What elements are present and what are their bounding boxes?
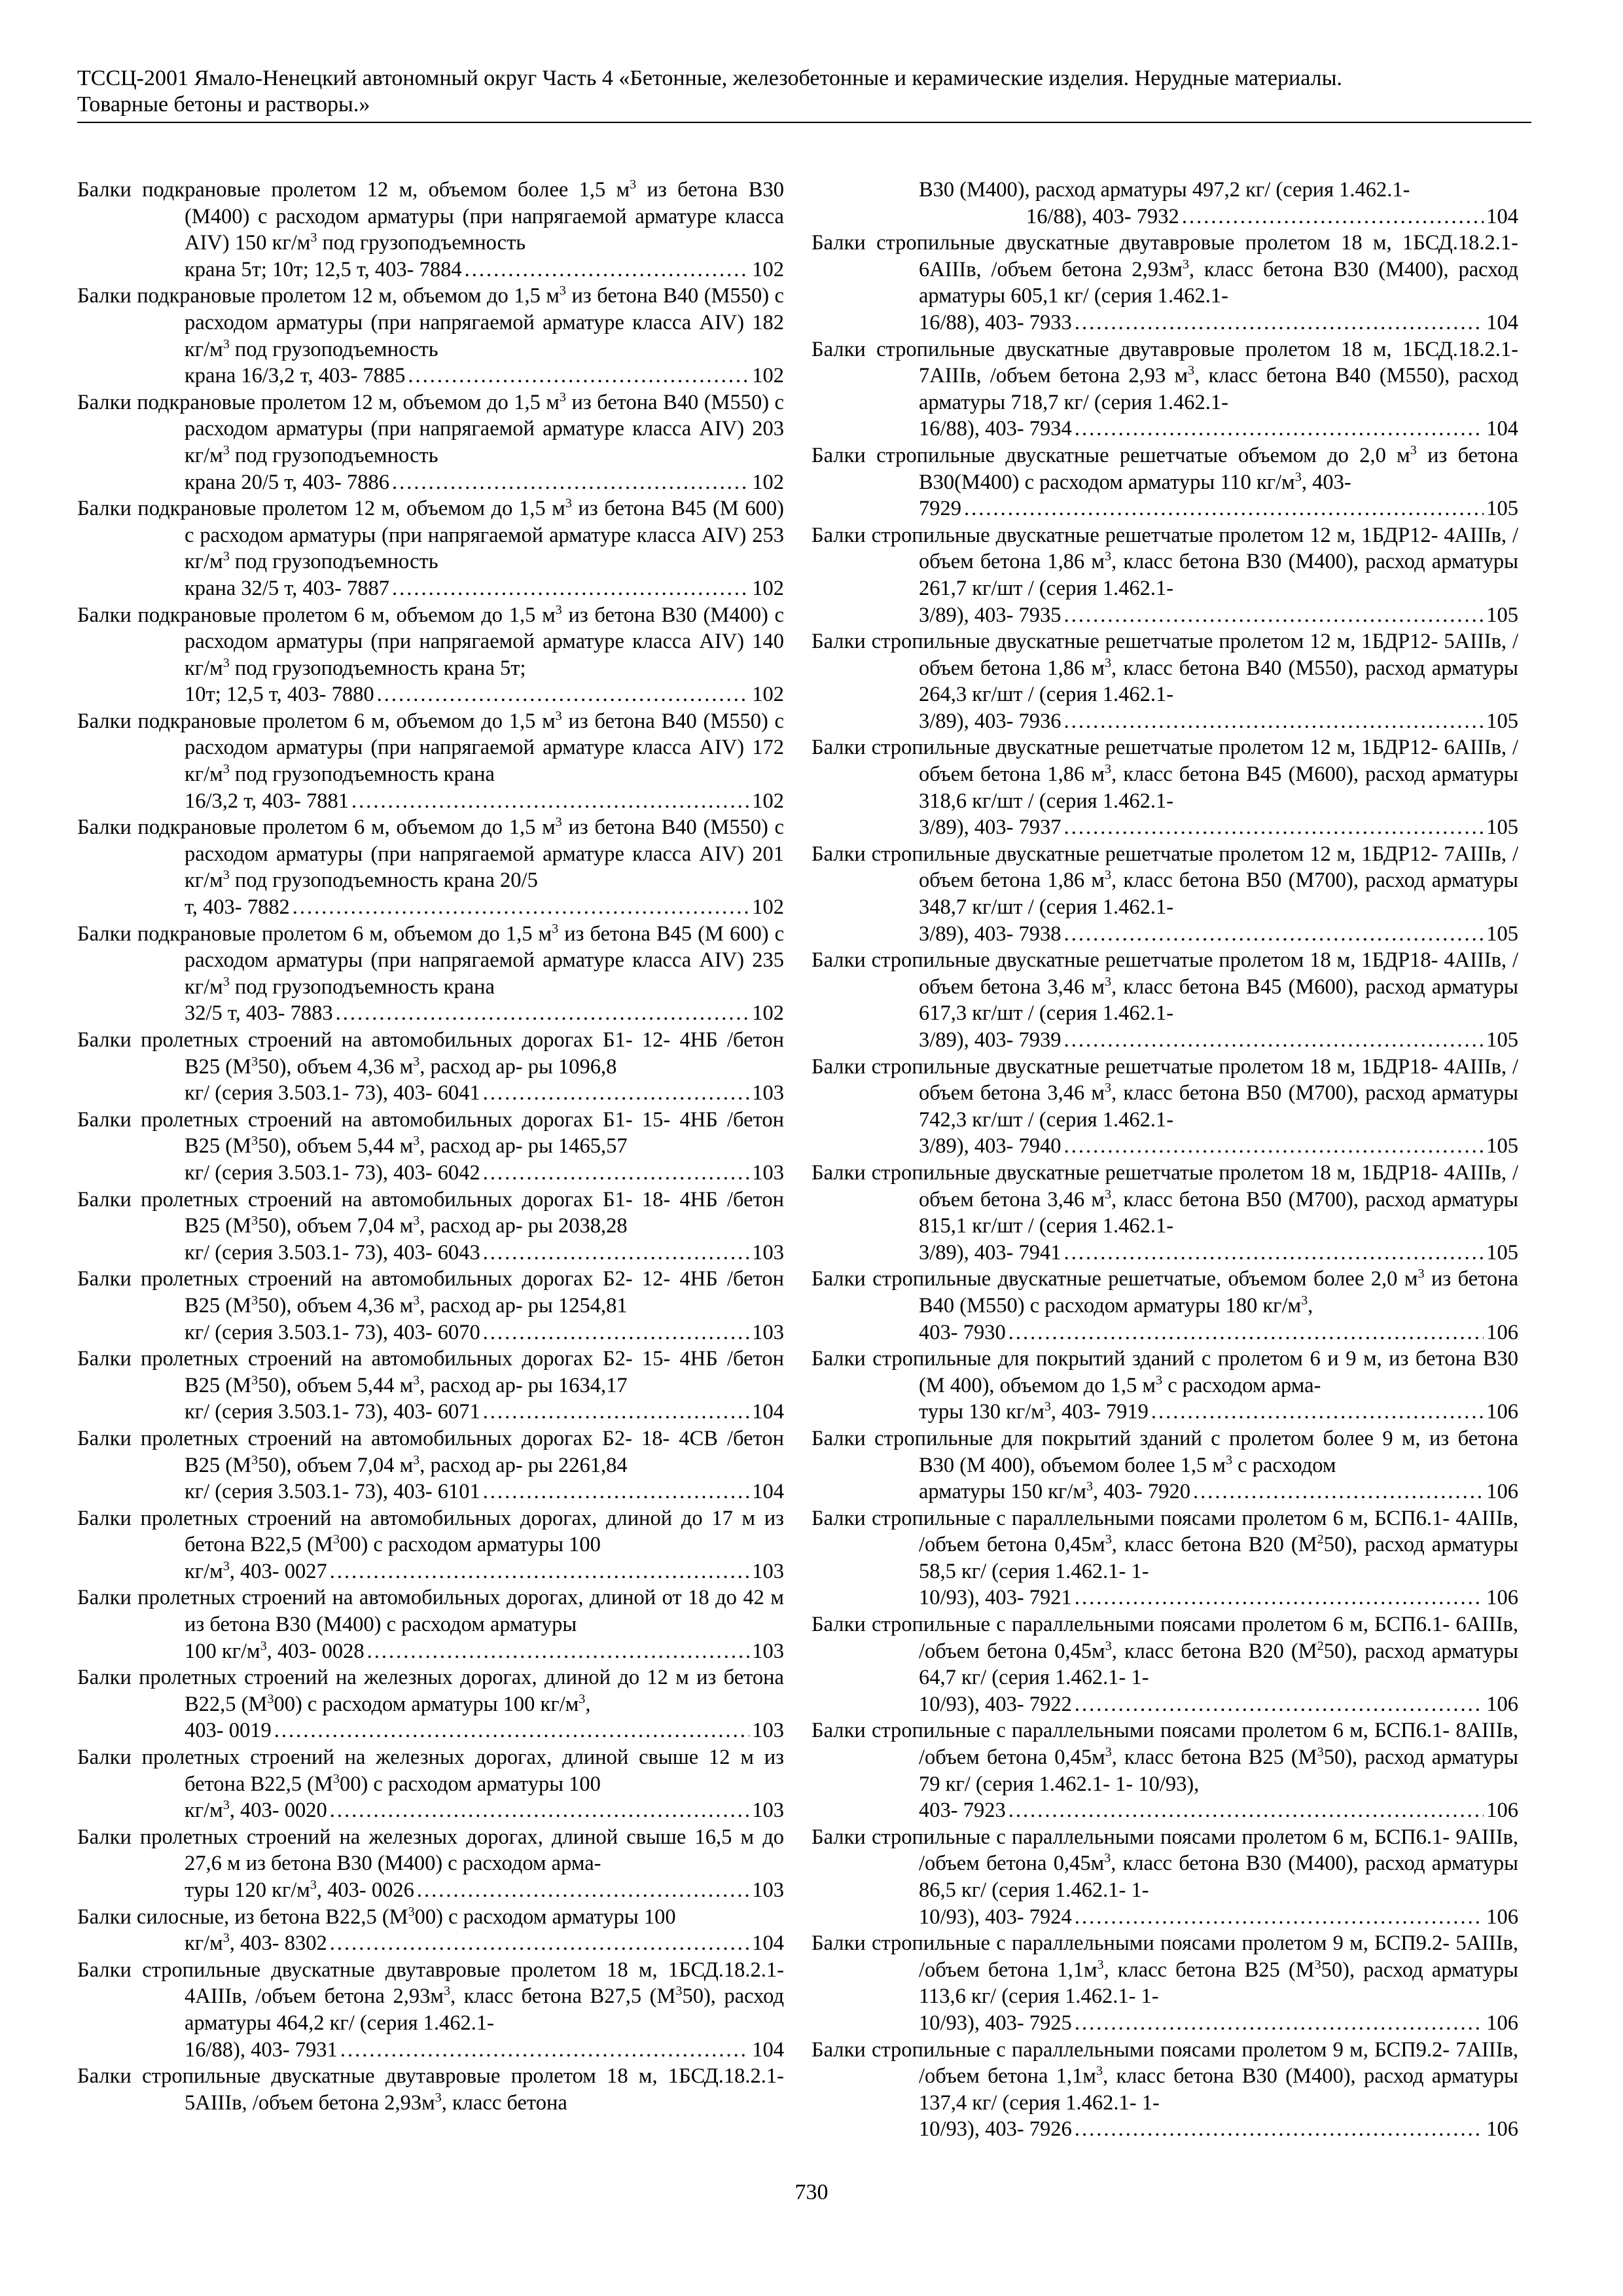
- entry-text: Балки стропильные для покрытий зданий с пролетом более 9 м, из бетона В30 (М 400), объемом более 1,5 $м^3$ с расходом: [812, 1426, 1518, 1477]
- entry-text: Балки подкрановые пролетом 12 м, объемом до 1,5 $м^3$ из бетона В45 (М 600) с расходом арматуры (при напрягаемой арматуре класса АIV) 253 $кг/м^3$ под грузоподъемность: [77, 496, 785, 574]
- index-entry: [77, 495, 784, 601]
- index-entry: [77, 1664, 784, 1744]
- entry-text: Балки стропильные двускатные решетчатые пролетом 18 м, 1БДР18- 4АIIIв, /объем бетона 3,46 $м^3$, класс бетона В50 (М700), расход арматуры 815,1 кг/шт / (серия 1.462.1-: [812, 1160, 1519, 1238]
- entry-tail-line: [919, 921, 1518, 948]
- index-entry: [77, 283, 784, 389]
- entry-text: Балки пролетных строений на автомобильных дорогах Б2- 18- 4СВ /бетон В25 $(М^350)$, объем 7,04 $м^3$, расход ар- ры 2261,84: [77, 1426, 784, 1477]
- entry-tail-text: 3/89), 403- 7941: [919, 1240, 1061, 1265]
- entry-page-ref: 102: [752, 576, 784, 600]
- dot-leader: [1151, 1399, 1484, 1426]
- entry-tail-text: $кг/м^3$, 403- 0027: [185, 1558, 327, 1583]
- entry-page-ref: 106: [1486, 1480, 1518, 1504]
- entry-tail-line: [919, 814, 1518, 841]
- entry-tail-text: крана 32/5 т, 403- 7887: [185, 576, 390, 600]
- entry-tail-text: 16/88), 403- 7931: [185, 2037, 338, 2062]
- dot-leader: [483, 1479, 749, 1505]
- entry-tail-text: $кг/м^3$, 403- 8302: [185, 1931, 327, 1956]
- header-line-2: Товарные бетоны и растворы.»: [77, 92, 370, 117]
- dot-leader: [1064, 708, 1484, 735]
- entry-page-ref: 106: [1486, 2117, 1518, 2142]
- dot-leader: [483, 1080, 749, 1107]
- entry-text: Балки пролетных строений на автомобильных дорогах Б2- 12- 4НБ /бетон В25 $(М^350)$, объем 4,36 $м^3$, расход ар- ры 1254,81: [77, 1267, 784, 1318]
- entry-tail-line: [919, 495, 1518, 522]
- entry-text: Балки пролетных строений на автомобильных дорогах Б1- 12- 4НБ /бетон В25 $(М^350)$, объем 4,36 $м^3$, расход ар- ры 1096,8: [77, 1028, 784, 1079]
- dot-leader: [1075, 1585, 1484, 1611]
- index-entry: [812, 1426, 1518, 1505]
- entry-text: Балки силосные, из бетона В22,5 $(М^300)$ с расходом арматуры 100: [77, 1904, 676, 1929]
- dot-leader: [483, 1319, 749, 1346]
- entry-text: Балки стропильные двускатные двутавровые пролетом 18 м, 1БСД.18.2.1- 5АIIIв, /объем бетона $2,93м^3$, класс бетона: [77, 2064, 784, 2115]
- entry-page-ref: 104: [752, 1400, 784, 1424]
- index-entry: [812, 177, 1518, 230]
- entry-tail-text: 16/88), 403- 7933: [919, 310, 1072, 334]
- index-entry: [812, 336, 1518, 442]
- index-entry: [77, 1585, 784, 1664]
- entry-tail-line: [919, 1797, 1518, 1824]
- entry-page-ref: 104: [752, 1480, 784, 1504]
- entry-tail-line: [185, 1080, 784, 1107]
- entry-tail-text: 3/89), 403- 7937: [919, 816, 1061, 840]
- entry-tail-text: 10/93), 403- 7925: [919, 2011, 1072, 2035]
- index-entry: [77, 1426, 784, 1505]
- entry-text: Балки стропильные с параллельными поясами пролетом 9 м, БСП9.2- 7АIIIв, /объем бетона $1,1м^3$, класс бетона В30 (М400), расход арматуры 137,4 кг/ (серия 1.462.1- 1-: [812, 2037, 1518, 2115]
- running-header: [77, 65, 1531, 118]
- entry-tail-text: $кг/м^3$, 403- 0020: [185, 1798, 327, 1823]
- index-entry: [77, 1107, 784, 1187]
- entry-text: Балки подкрановые пролетом 6 м, объемом до 1,5 $м^3$ из бетона В45 (М 600) с расходом арматуры (при напрягаемой арматуре класса АIV) 235 $кг/м^3$ под грузоподъемность крана: [77, 921, 784, 999]
- entry-tail-text: кг/ (серия 3.503.1- 73), 403- 6042: [185, 1160, 480, 1185]
- entry-page-ref: 104: [1486, 417, 1518, 441]
- entry-tail-text: 403- 7923: [919, 1799, 1006, 1823]
- entry-tail-line: [185, 681, 784, 708]
- entry-text: Балки стропильные двускатные решетчатые, объемом более 2,0 $м^3$ из бетона В40 (М550) с расходом арматуры 180 $кг/м^3$,: [812, 1266, 1518, 1318]
- header-rule: [77, 122, 1531, 123]
- dot-leader: [483, 1240, 749, 1266]
- entry-tail-text: арматуры 150 $кг/м^3$, 403- 7920: [919, 1479, 1190, 1504]
- entry-text: Балки подкрановые пролетом 12 м, объемом до 1,5 $м^3$ из бетона В40 (М550) с расходом арматуры (при напрягаемой арматуре класса АIV) 203 $кг/м^3$ под грузоподъемность: [77, 389, 784, 467]
- dot-leader: [1193, 1479, 1484, 1505]
- entry-page-ref: 105: [1486, 816, 1518, 840]
- index-entry: [812, 947, 1518, 1053]
- index-entry: [812, 1717, 1518, 1823]
- dot-leader: [330, 1558, 750, 1585]
- index-entry: [812, 1346, 1518, 1426]
- entry-page-ref: 106: [1486, 2011, 1518, 2035]
- entry-text: Балки стропильные двускатные решетчатые пролетом 18 м, 1БДР18- 4АIIIв, /объем бетона 3,46 $м^3$, класс бетона В45 (М600), расход арматуры 617,3 кг/шт / (серия 1.462.1-: [812, 948, 1519, 1026]
- entry-tail-line: [919, 1585, 1518, 1611]
- entry-tail-text: 3/89), 403- 7935: [919, 603, 1061, 627]
- entry-text: Балки пролетных строений на железных дорогах, длиной до 12 м из бетона В22,5 $(М^300)$ с расходом арматуры 100 $кг/м^3$,: [77, 1666, 784, 1716]
- entry-text: Балки стропильные двускатные решетчатые пролетом 12 м, 1БДР12- 7АIIIв, /объем бетона 1,86 $м^3$, класс бетона В50 (М700), расход арматуры 348,7 кг/шт / (серия 1.462.1-: [812, 842, 1519, 920]
- entry-text: Балки пролетных строений на автомобильных дорогах Б1- 15- 4НБ /бетон В25 $(М^350)$, объем 5,44 $м^3$, расход ар- ры 1465,57: [77, 1107, 784, 1158]
- entry-tail-text: 7929: [919, 497, 961, 521]
- entry-tail-text: 16/88), 403- 7934: [919, 417, 1072, 441]
- entry-tail-line: [185, 2037, 784, 2064]
- entry-tail-text: 32/5 т, 403- 7883: [185, 1001, 333, 1026]
- dot-leader: [1182, 204, 1484, 230]
- entry-text: Балки подкрановые пролетом 12 м, объемом до 1,5 $м^3$ из бетона В40 (М550) с расходом арматуры (при напрягаемой арматуре класса АIV) 182 $кг/м^3$ под грузоподъемность: [77, 283, 784, 361]
- entry-page-ref: 102: [752, 789, 784, 813]
- dot-leader: [336, 1000, 750, 1027]
- index-column-right: [812, 177, 1518, 2143]
- entry-page-ref: 105: [1486, 497, 1518, 521]
- index-entry: [812, 1266, 1518, 1346]
- entry-tail-line: [919, 1479, 1518, 1505]
- entry-page-ref: 103: [752, 1081, 784, 1105]
- entry-text: Балки подкрановые пролетом 6 м, объемом до 1,5 $м^3$ из бетона В40 (М550) с расходом арматуры (при напрягаемой арматуре класса АIV) 172 $кг/м^3$ под грузоподъемность крана: [77, 708, 784, 787]
- entry-tail-text: 3/89), 403- 7938: [919, 922, 1061, 946]
- entry-page-ref: 102: [752, 1001, 784, 1026]
- entry-page-ref: 105: [1486, 603, 1518, 627]
- entry-tail-text: 16/3,2 т, 403- 7881: [185, 789, 349, 813]
- entry-page-ref: 103: [752, 1240, 784, 1265]
- index-column-left: [77, 177, 784, 2116]
- index-entry: [77, 1904, 784, 1957]
- dot-leader: [964, 495, 1484, 522]
- entry-tail-text: кг/ (серия 3.503.1- 73), 403- 6070: [185, 1320, 480, 1344]
- entry-text: Балки пролетных строений на автомобильных дорогах, длиной до 17 м из бетона В22,5 $(М^300)$ с расходом арматуры 100: [77, 1506, 784, 1557]
- entry-tail-text: 10/93), 403- 7924: [919, 1905, 1072, 1929]
- entry-tail-line: [919, 204, 1518, 230]
- index-entry: [77, 1505, 784, 1585]
- dot-leader: [483, 1399, 749, 1426]
- index-entry: [812, 1505, 1518, 1611]
- dot-leader: [392, 469, 749, 496]
- entry-text: В30 (М400), расход арматуры 497,2 кг/ (серия 1.462.1-: [919, 178, 1410, 202]
- entry-page-ref: 103: [752, 1719, 784, 1743]
- entry-text: Балки пролетных строений на железных дорогах, длиной свыше 16,5 м до 27,6 м из бетона В30 (М400) с расходом арма-: [77, 1825, 784, 1876]
- dot-leader: [1064, 1027, 1484, 1054]
- entry-tail-line: [185, 1877, 784, 1904]
- index-entry: [77, 1824, 784, 1904]
- entry-page-ref: 103: [752, 1320, 784, 1344]
- entry-tail-text: кг/ (серия 3.503.1- 73), 403- 6071: [185, 1400, 480, 1424]
- dot-leader: [351, 788, 749, 815]
- entry-text: Балки стропильные для покрытий зданий с пролетом 6 и 9 м, из бетона В30 (М 400), объемом до 1,5 $м^3$ с расходом арма-: [812, 1347, 1518, 1397]
- entry-page-ref: 106: [1486, 1586, 1518, 1610]
- index-entry: [77, 1027, 784, 1107]
- entry-tail-text: крана 20/5 т, 403- 7886: [185, 470, 390, 494]
- entry-tail-text: 10т; 12,5 т, 403- 7880: [185, 683, 374, 707]
- index-entry: [812, 1054, 1518, 1160]
- entry-page-ref: 103: [752, 1639, 784, 1663]
- dot-leader: [377, 681, 750, 708]
- dot-leader: [483, 1160, 749, 1187]
- dot-leader: [293, 894, 750, 921]
- dot-leader: [1064, 1240, 1484, 1266]
- entry-tail-text: 10/93), 403- 7921: [919, 1586, 1072, 1610]
- entry-tail-line: [919, 708, 1518, 735]
- dot-leader: [274, 1717, 750, 1744]
- entry-tail-line: [185, 788, 784, 815]
- entry-tail-line: [919, 416, 1518, 442]
- entry-tail-line: [919, 1399, 1518, 1426]
- entry-text: Балки подкрановые пролетом 6 м, объемом до 1,5 $м^3$ из бетона В30 (М400) с расходом арматуры (при напрягаемой арматуре класса АIV) 140 $кг/м^3$ под грузоподъемность крана 5т;: [77, 602, 784, 680]
- dot-leader: [1064, 602, 1484, 629]
- entry-text: Балки стропильные с параллельными поясами пролетом 6 м, БСП6.1- 9АIIIв, /объем бетона $0,45м^3$, класс бетона В30 (М400), расход арматуры 86,5 кг/ (серия 1.462.1- 1-: [812, 1825, 1518, 1902]
- entry-text: Балки стропильные с параллельными поясами пролетом 6 м, БСП6.1- 8АIIIв, /объем бетона $0,45м^3$, класс бетона В25 $(М^350)$, расход арматуры 79 кг/ (серия 1.462.1- 1- 10/93),: [812, 1719, 1519, 1796]
- entry-tail-line: [185, 1240, 784, 1266]
- entry-tail-text: т, 403- 7882: [185, 895, 290, 920]
- entry-page-ref: 102: [752, 683, 784, 707]
- entry-text: Балки подкрановые пролетом 12 м, объемом более 1,5 $м^3$ из бетона В30 (М400) с расходом арматуры (при напрягаемой арматуре класса АIV) 150 $кг/м^3$ под грузоподъемность: [77, 177, 784, 255]
- dot-leader: [1008, 1319, 1484, 1346]
- entry-tail-line: [185, 257, 784, 283]
- entry-text: Балки пролетных строений на железных дорогах, длиной свыше 12 м из бетона В22,5 $(М^300)$ с расходом арматуры 100: [77, 1746, 784, 1796]
- dot-leader: [1075, 1691, 1484, 1718]
- entry-page-ref: 105: [1486, 1134, 1518, 1158]
- entry-page-ref: 103: [752, 1160, 784, 1185]
- index-entry: [77, 708, 784, 814]
- entry-text: Балки пролетных строений на автомобильных дорогах, длиной от 18 до 42 м из бетона В30 (М400) с расходом арматуры: [77, 1586, 784, 1637]
- entry-tail-line: [185, 894, 784, 921]
- index-entry: [77, 1744, 784, 1824]
- entry-tail-text: кг/ (серия 3.503.1- 73), 403- 6043: [185, 1240, 480, 1265]
- entry-tail-text: крана 16/3,2 т, 403- 7885: [185, 364, 406, 388]
- entry-tail-line: [919, 2116, 1518, 2143]
- index-entry: [77, 1957, 784, 2063]
- entry-page-ref: 106: [1486, 1692, 1518, 1716]
- dot-leader: [1075, 416, 1484, 442]
- entry-page-ref: 102: [752, 364, 784, 388]
- entry-tail-text: 16/88), 403- 7932: [1026, 204, 1179, 228]
- entry-page-ref: 104: [1486, 310, 1518, 334]
- index-entry: [812, 841, 1518, 947]
- dot-leader: [1064, 921, 1484, 948]
- entry-page-ref: 105: [1486, 1240, 1518, 1265]
- entry-tail-line: [185, 1319, 784, 1346]
- entry-page-ref: 105: [1486, 709, 1518, 733]
- entry-tail-line: [185, 1930, 784, 1957]
- entry-tail-text: туры 130 $кг/м^3$, 403- 7919: [919, 1399, 1149, 1424]
- index-entry: [77, 389, 784, 495]
- entry-tail-line: [185, 1717, 784, 1744]
- dot-leader: [340, 2037, 749, 2064]
- entry-tail-text: 10/93), 403- 7926: [919, 2117, 1072, 2142]
- entry-tail-text: 403- 7930: [919, 1320, 1006, 1344]
- dot-leader: [1064, 1133, 1484, 1160]
- dot-leader: [465, 257, 750, 283]
- entry-tail-line: [185, 1558, 784, 1585]
- index-entry: [77, 177, 784, 283]
- entry-tail-line: [919, 1133, 1518, 1160]
- dot-leader: [330, 1797, 750, 1824]
- entry-tail-text: 3/89), 403- 7940: [919, 1134, 1061, 1158]
- dot-leader: [408, 363, 749, 389]
- entry-page-ref: 105: [1486, 1028, 1518, 1052]
- header-line-1: ТССЦ-2001 Ямало-Ненецкий автономный округ Часть 4 «Бетонные, железобетонные и керамические изделия. Нерудные материалы.: [77, 66, 1342, 90]
- entry-page-ref: 102: [752, 895, 784, 920]
- entry-text: Балки пролетных строений на автомобильных дорогах Б1- 18- 4НБ /бетон В25 $(М^350)$, объем 7,04 $м^3$, расход ар- ры 2038,28: [77, 1187, 784, 1238]
- entry-text: Балки стропильные двускатные решетчатые объемом до 2,0 $м^3$ из бетона В30(М400) с расходом арматуры 110 $кг/м^3$, 403-: [812, 442, 1518, 494]
- entry-tail-line: [919, 310, 1518, 336]
- dot-leader: [1064, 814, 1484, 841]
- index-entry: [812, 1824, 1518, 1930]
- index-entry: [77, 1187, 784, 1266]
- dot-leader: [1008, 1797, 1484, 1824]
- entry-text: Балки стропильные двускатные решетчатые пролетом 12 м, 1БДР12- 6АIIIв, /объем бетона 1,86 $м^3$, класс бетона В45 (М600), расход арматуры 318,6 кг/шт / (серия 1.462.1-: [812, 736, 1519, 813]
- entry-text: Балки стропильные двускатные двутавровые пролетом 18 м, 1БСД.18.2.1- 7АIIIв, /объем бетона 2,93 $м^3$, класс бетона В40 (М550), расход арматуры 718,7 кг/ (серия 1.462.1-: [812, 337, 1518, 414]
- index-entry: [812, 628, 1518, 734]
- entry-tail-text: кг/ (серия 3.503.1- 73), 403- 6041: [185, 1081, 480, 1105]
- entry-page-ref: 106: [1486, 1799, 1518, 1823]
- entry-text: Балки пролетных строений на автомобильных дорогах Б2- 15- 4НБ /бетон В25 $(М^350)$, объем 5,44 $м^3$, расход ар- ры 1634,17: [77, 1347, 784, 1397]
- index-entry: [77, 814, 784, 920]
- entry-page-ref: 102: [752, 257, 784, 281]
- entry-tail-text: 100 $кг/м^3$, 403- 0028: [185, 1638, 365, 1663]
- entry-text: Балки стропильные с параллельными поясами пролетом 6 м, БСП6.1- 4АIIIв, /объем бетона $0,45м^3$, класс бетона В20 $(М^250)$, расход арматуры 58,5 кг/ (серия 1.462.1- 1-: [812, 1506, 1519, 1583]
- entry-page-ref: 103: [752, 1799, 784, 1823]
- entry-page-ref: 106: [1486, 1400, 1518, 1424]
- index-entry: [812, 1160, 1518, 1266]
- entry-tail-line: [919, 1904, 1518, 1931]
- index-entry: [812, 1930, 1518, 2036]
- entry-tail-text: 3/89), 403- 7939: [919, 1028, 1061, 1052]
- entry-tail-line: [919, 1691, 1518, 1718]
- index-entry: [812, 442, 1518, 522]
- entry-tail-text: крана 5т; 10т; 12,5 т, 403- 7884: [185, 257, 462, 281]
- entry-tail-text: 403- 0019: [185, 1719, 272, 1743]
- dot-leader: [1075, 2116, 1484, 2143]
- entry-tail-line: [919, 2010, 1518, 2037]
- index-entry: [77, 921, 784, 1027]
- entry-tail-line: [185, 1399, 784, 1426]
- entry-page-ref: 106: [1486, 1905, 1518, 1929]
- entry-tail-line: [185, 1638, 784, 1665]
- entry-tail-line: [185, 469, 784, 496]
- entry-text: Балки стропильные двускатные решетчатые пролетом 12 м, 1БДР12- 4АIIIв, /объем бетона 1,86 $м^3$, класс бетона В30 (М400), расход арматуры 261,7 кг/шт / (серия 1.462.1-: [812, 523, 1519, 600]
- entry-text: Балки стропильные с параллельными поясами пролетом 6 м, БСП6.1- 6АIIIв, /объем бетона $0,45м^3$, класс бетона В20 $(М^250)$, расход арматуры 64,7 кг/ (серия 1.462.1- 1-: [812, 1613, 1519, 1690]
- dot-leader: [330, 1930, 750, 1957]
- entry-page-ref: 104: [752, 2037, 784, 2062]
- entry-tail-text: 3/89), 403- 7936: [919, 709, 1061, 733]
- dot-leader: [417, 1877, 749, 1904]
- entry-tail-line: [919, 602, 1518, 629]
- entry-tail-line: [919, 1240, 1518, 1266]
- dot-leader: [392, 575, 749, 602]
- index-entry: [812, 1611, 1518, 1717]
- index-entry: [77, 1266, 784, 1346]
- entry-tail-line: [185, 575, 784, 602]
- dot-leader: [1075, 2010, 1484, 2037]
- index-entry: [77, 2063, 784, 2116]
- entry-tail-text: 10/93), 403- 7922: [919, 1692, 1072, 1716]
- entry-tail-line: [185, 1479, 784, 1505]
- entry-page-ref: 102: [752, 470, 784, 494]
- index-entry: [77, 602, 784, 708]
- entry-tail-line: [919, 1319, 1518, 1346]
- dot-leader: [367, 1638, 750, 1665]
- entry-text: Балки стропильные двускатные двутавровые пролетом 18 м, 1БСД.18.2.1- 4АIIIв, /объем бетона $2,93м^3$, класс бетона В27,5 $(М^350)$, расход арматуры 464,2 кг/ (серия 1.462.1-: [77, 1958, 785, 2035]
- entry-page-ref: 103: [752, 1559, 784, 1583]
- index-entry: [77, 1346, 784, 1426]
- entry-tail-text: туры 120 $кг/м^3$, 403- 0026: [185, 1877, 414, 1902]
- entry-page-ref: 106: [1486, 1320, 1518, 1344]
- index-entry: [812, 230, 1518, 336]
- entry-page-ref: 103: [752, 1878, 784, 1902]
- entry-page-ref: 104: [752, 1931, 784, 1956]
- entry-text: Балки стропильные двускатные двутавровые пролетом 18 м, 1БСД.18.2.1- 6АIIIв, /объем бетона $2,93м^3$, класс бетона В30 (М400), расход арматуры 605,1 кг/ (серия 1.462.1-: [812, 231, 1519, 308]
- dot-leader: [1075, 1904, 1484, 1931]
- index-entry: [812, 734, 1518, 840]
- entry-tail-line: [919, 1027, 1518, 1054]
- entry-page-ref: 104: [1486, 204, 1518, 228]
- entry-tail-line: [185, 363, 784, 389]
- entry-tail-line: [185, 1160, 784, 1187]
- index-entry: [812, 522, 1518, 628]
- dot-leader: [1075, 310, 1484, 336]
- page-number: 730: [794, 2180, 829, 2204]
- entry-text: Балки подкрановые пролетом 6 м, объемом до 1,5 $м^3$ из бетона В40 (М550) с расходом арматуры (при напрягаемой арматуре класса АIV) 201 $кг/м^3$ под грузоподъемность крана 20/5: [77, 815, 784, 893]
- index-entry: [812, 2037, 1518, 2143]
- entry-tail-line: [185, 1000, 784, 1027]
- entry-page-ref: 105: [1486, 922, 1518, 946]
- entry-text: Балки стропильные с параллельными поясами пролетом 9 м, БСП9.2- 5АIIIв, /объем бетона $1,1м^3$, класс бетона В25 $(М^350)$, расход арматуры 113,6 кг/ (серия 1.462.1- 1-: [812, 1931, 1519, 2009]
- entry-tail-text: кг/ (серия 3.503.1- 73), 403- 6101: [185, 1480, 480, 1504]
- entry-tail-line: [185, 1797, 784, 1824]
- entry-text: Балки стропильные двускатные решетчатые пролетом 12 м, 1БДР12- 5АIIIв, /объем бетона 1,86 $м^3$, класс бетона В40 (М550), расход арматуры 264,3 кг/шт / (серия 1.462.1-: [812, 630, 1519, 707]
- entry-text: Балки стропильные двускатные решетчатые пролетом 18 м, 1БДР18- 4АIIIв, /объем бетона 3,46 $м^3$, класс бетона В50 (М700), расход арматуры 742,3 кг/шт / (серия 1.462.1-: [812, 1054, 1519, 1132]
